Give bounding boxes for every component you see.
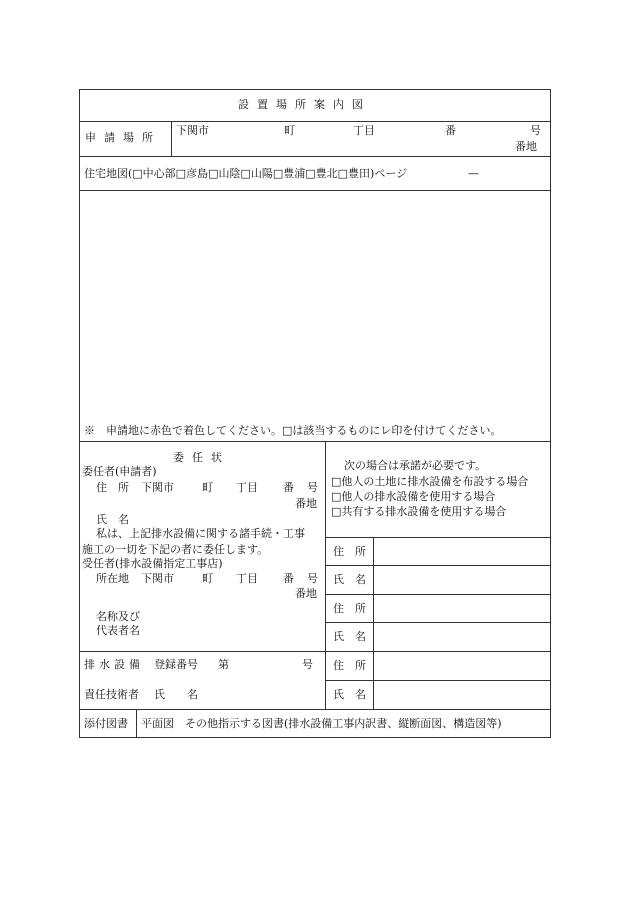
technician-name-label: 氏 名 <box>154 688 198 701</box>
rule-consent-3 <box>325 594 551 595</box>
rule-consent-1 <box>325 537 551 538</box>
place-go: 号 <box>530 124 541 137</box>
delegate-banchi: 番地 <box>295 587 317 600</box>
rule-registration-bottom <box>79 709 551 710</box>
form-frame <box>79 89 551 738</box>
delegator-ban: 番 <box>283 481 294 494</box>
delegate-ban: 番 <box>283 572 294 585</box>
consent-intro: 次の場合は承諾が必要です。 <box>344 459 487 472</box>
rule-title <box>79 121 551 122</box>
map-reference: 住宅地図(□中心部□彦島□山陰□山陽□豊浦□豊北□豊田)ページ <box>84 167 408 180</box>
consent-item: □他人の土地に排水設備を布設する場合 <box>331 475 529 488</box>
place-chome: 丁目 <box>353 124 375 137</box>
place-label: 申請場所 <box>85 131 161 144</box>
vrule-place <box>171 121 172 156</box>
delegator-chome: 丁目 <box>236 481 258 494</box>
delegate-name-rep-line1: 名称及び <box>96 610 140 623</box>
rule-map-area <box>79 441 551 442</box>
registration-go: 号 <box>302 658 313 671</box>
vrule-consent <box>373 537 374 709</box>
consent-name-label: 氏 名 <box>333 688 366 701</box>
registration-dai: 第 <box>218 658 229 671</box>
delegator-machi: 町 <box>202 481 213 494</box>
map-reference-dash: — <box>468 167 479 180</box>
delegate-location-label: 所在地 <box>96 572 129 585</box>
delegator-name-label: 氏 名 <box>96 513 129 526</box>
registration-label: 排水設備 <box>84 658 144 671</box>
consent-address-label: 住 所 <box>333 545 366 558</box>
consent-item: □他人の排水設備を使用する場合 <box>331 490 496 503</box>
consent-name-label: 氏 名 <box>333 573 366 586</box>
rule-place <box>79 156 551 157</box>
place-ban: 番 <box>445 124 456 137</box>
consent-item: □共有する排水設備を使用する場合 <box>331 505 507 518</box>
vrule-attachments <box>136 709 137 738</box>
consent-name-label: 氏 名 <box>333 630 366 643</box>
consent-address-label: 住 所 <box>333 659 366 672</box>
rule-consent-5 <box>325 680 551 681</box>
delegate-city: 下関市 <box>141 572 174 585</box>
map-note: ※ 申請地に赤色で着色してください。□は該当するものにレ印を付けてください。 <box>84 424 502 437</box>
delegator-go: 号 <box>307 481 318 494</box>
delegator-city: 下関市 <box>141 481 174 494</box>
delegate-go: 号 <box>307 572 318 585</box>
attachments-label: 添付図書 <box>84 717 128 730</box>
place-city: 下関市 <box>176 124 209 137</box>
proxy-body-line2: 施工の一切を下記の者に委任します。 <box>82 543 269 556</box>
delegator-address-label: 住 所 <box>96 481 129 494</box>
proxy-body-line1: 私は、上記排水設備に関する諸手続・工事 <box>96 527 305 540</box>
registration-number-label: 登録番号 <box>154 658 198 671</box>
delegate-machi: 町 <box>202 572 213 585</box>
form-title: 設置場所案内図 <box>238 98 371 111</box>
delegate-label: 受任者(排水設備指定工事店) <box>82 557 223 570</box>
consent-address-label: 住 所 <box>333 602 366 615</box>
rule-consent-2 <box>325 565 551 566</box>
rule-map-ref <box>79 190 551 191</box>
delegator-banchi: 番地 <box>295 497 317 510</box>
delegate-chome: 丁目 <box>236 572 258 585</box>
attachments-text: 平面図 その他指示する図書(排水設備工事内訳書、縦断面図、構造図等) <box>141 717 502 730</box>
delegate-name-rep-line2: 代表者名 <box>96 624 140 637</box>
rule-consent-4 <box>325 622 551 623</box>
vrule-middle <box>325 441 326 709</box>
proxy-heading: 委任状 <box>173 451 230 464</box>
delegator-label: 委任者(申請者) <box>82 465 157 478</box>
place-banchi: 番地 <box>515 140 537 153</box>
rule-proxy-bottom <box>79 651 551 652</box>
technician-label: 責任技術者 <box>84 688 139 701</box>
place-machi: 町 <box>284 124 295 137</box>
